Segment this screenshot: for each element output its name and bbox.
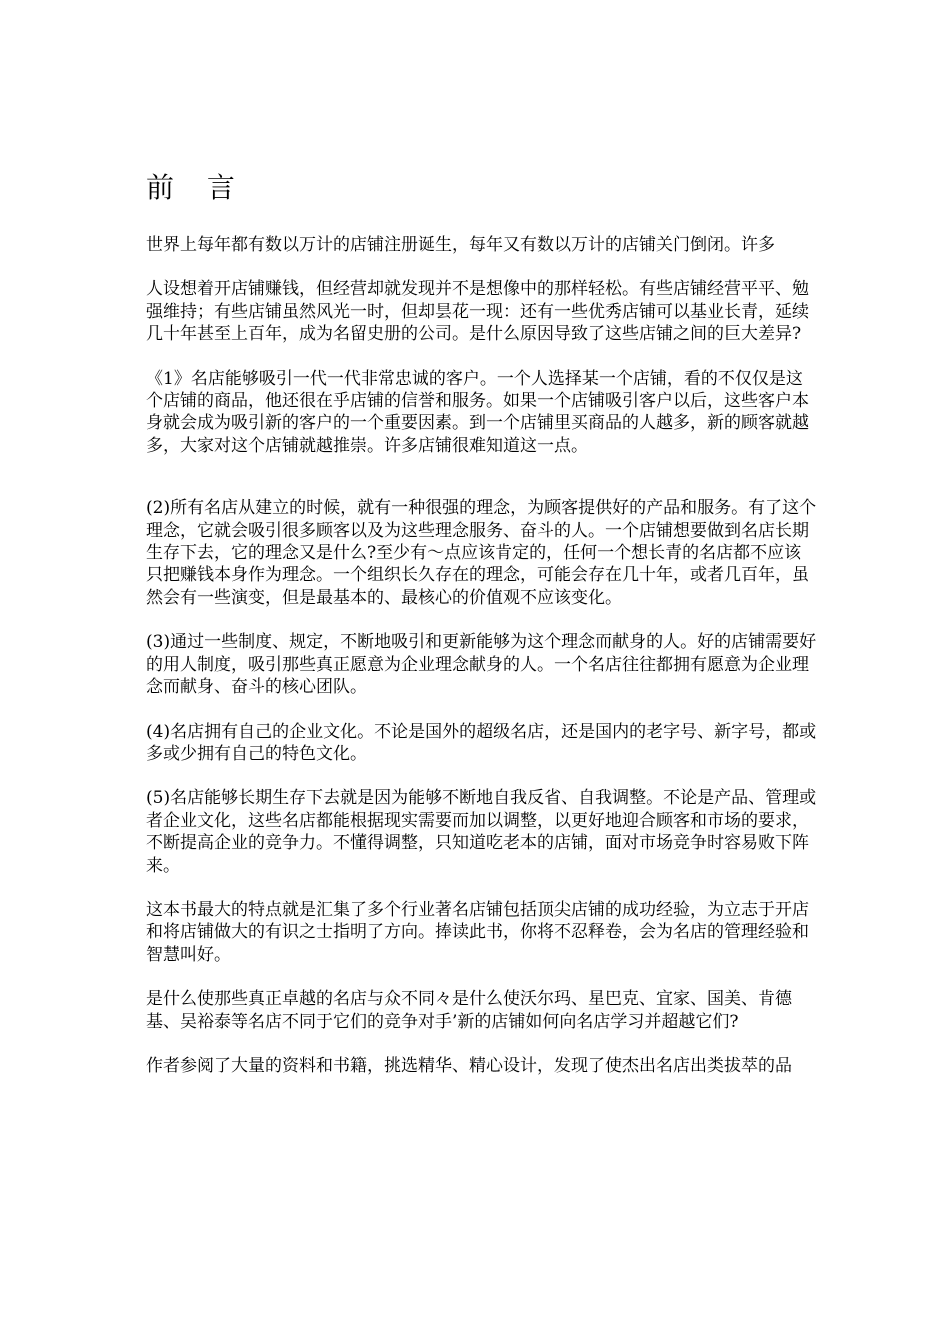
- paragraph-point-1: 《1》名店能够吸引一代一代非常忠诚的客户。一个人选择某一个店铺，看的不仅仅是这个店铺的商品，他还很在乎店铺的信誉和服务。如果一个店铺吸引客户以后，这些客户本身就会成为吸引新的客户的一个重要因素。到一个店铺里买商品的人越多，新的顾客就越多，大家对这个店铺就越推崇。许多店铺很难知道这一点。: [146, 368, 809, 456]
- paragraph-point-4: (4)名店拥有自己的企业文化。不论是国外的超级名店，还是国内的老字号、新字号，都或多或少拥有自己的特色文化。: [146, 721, 817, 764]
- paragraph-point-5: (5)名店能够长期生存下去就是因为能够不断地自我反省、自我调整。不论是产品、管理或者企业文化，这些名店都能根据现实需要而加以调整，以更好地迎合顾客和市场的要求，不断提高企业的竞争力。不懂得调整，只知道吃老本的店铺，面对市场竞争时容易败下阵来。: [146, 788, 817, 876]
- paragraph-point-3: (3)通过一些制度、规定，不断地吸引和更新能够为这个理念而献身的人。好的店铺需要好的用人制度，吸引那些真正愿意为企业理念献身的人。一个名店往往都拥有愿意为企业理念而献身、奋斗的核心团队。: [146, 632, 817, 698]
- paragraph-intro-1: 世界上每年都有数以万计的店铺注册诞生，每年又有数以万计的店铺关门倒闭。许多: [146, 235, 775, 255]
- paragraph-question: 是什么使那些真正卓越的名店与众不同々是什么使沃尔玛、星巴克、宜家、国美、肯德基、吴裕泰等名店不同于它们的竞争对手’新的店铺如何向名店学习并超越它们?: [146, 989, 792, 1032]
- document-page: [146, 170, 826, 1099]
- paragraph-intro-2: 人设想着开店铺赚钱，但经营却就发现并不是想像中的那样轻松。有些店铺经营平平、勉强维持；有些店铺虽然风光一时，但却昙花一现：还有一些优秀店铺可以基业长青，延续几十年甚至上百年，成为名留史册的公司。是什么原因导致了这些店铺之间的巨大差异?: [146, 279, 809, 345]
- paragraph-author: 作者参阅了大量的资料和书籍，挑选精华、精心设计，发现了使杰出名店出类拔萃的品: [146, 1055, 792, 1076]
- paragraph-point-2: (2)所有名店从建立的时候，就有一种很强的理念，为顾客提供好的产品和服务。有了这个理念，它就会吸引很多顾客以及为这些理念服务、奋斗的人。一个店铺想要做到名店长期生存下去，它的理念又是什么?至少有～点应该肯定的，任何一个想长青的名店都不应该只把赚钱本身作为理念。一个组织长久存在的理念，可能会存在几十年，或者几百年，虽然会有一些演变，但是最基本的、最核心的价值观不应该变化。: [146, 498, 817, 608]
- paragraph-book-feature: 这本书最大的特点就是汇集了多个行业著名店铺包括顶尖店铺的成功经验，为立志于开店和将店铺做大的有识之士指明了方向。捧读此书，你将不忍释卷，会为名店的管理经验和智慧叫好。: [146, 899, 809, 965]
- document-title: 前 言: [146, 171, 247, 204]
